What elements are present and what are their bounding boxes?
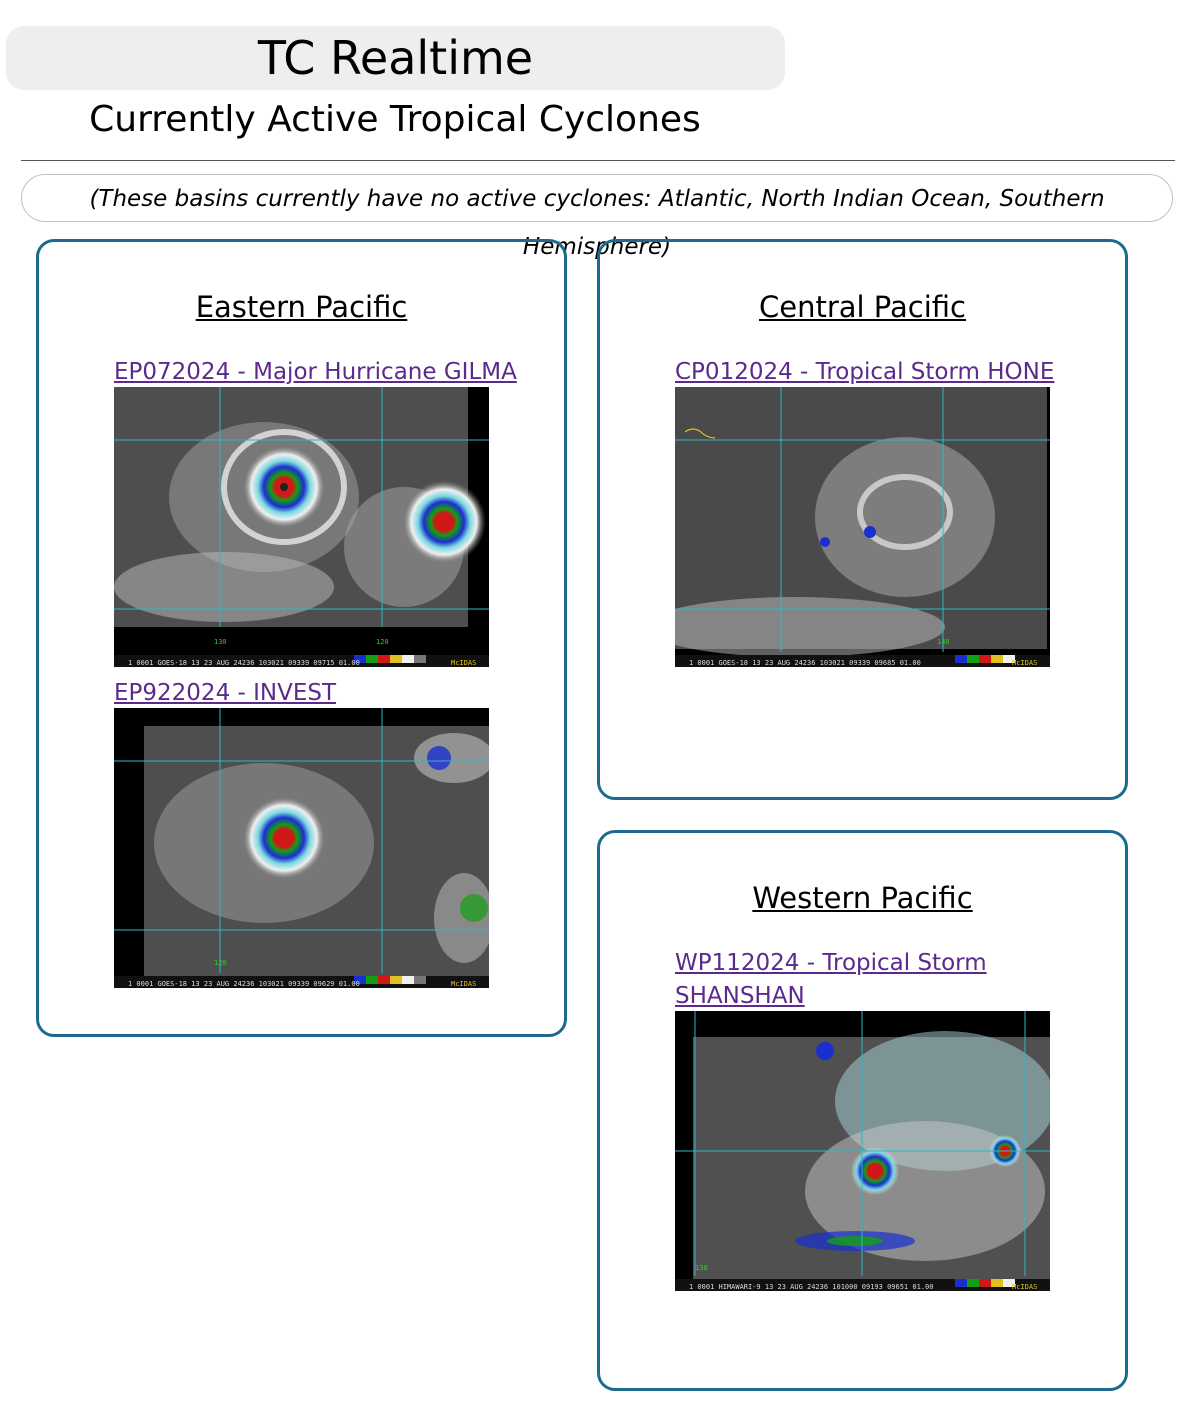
storm-link-wp112024[interactable] — [675, 947, 1005, 1013]
image-brand: McIDAS — [451, 980, 477, 988]
basin-title-eastern-pacific: Eastern Pacific — [195, 290, 408, 324]
lon-label: 120 — [376, 638, 389, 646]
satellite-image-ep072024[interactable] — [114, 387, 489, 667]
storm-link-ep072024[interactable]: EP072024 - Major Hurricane GILMA — [114, 359, 517, 385]
image-footer: 1 0001 GOES-18 13 23 AUG 24236 103021 09339 09685 01.00 — [689, 659, 921, 667]
basin-panel-western-pacific — [597, 830, 1128, 1391]
image-footer: 1 0001 HIMAWARI-9 13 23 AUG 24236 101000 09193 09651 01.00 — [689, 1283, 934, 1291]
satellite-image-ep922024[interactable] — [114, 708, 489, 988]
lon-label: 130 — [214, 638, 227, 646]
page-subtitle: Currently Active Tropical Cyclones — [89, 99, 701, 140]
page-title: TC Realtime — [257, 31, 534, 85]
storm-link-line: SHANSHAN — [675, 983, 805, 1009]
storm-link-line: WP112024 - Tropical Storm — [675, 950, 987, 976]
lon-label: 130 — [695, 1264, 708, 1272]
image-brand: McIDAS — [1012, 659, 1038, 667]
divider — [21, 160, 1175, 161]
image-brand: McIDAS — [1012, 1283, 1038, 1291]
basin-panel-central-pacific — [597, 239, 1128, 800]
basin-title-central-pacific: Central Pacific — [759, 290, 966, 324]
inactive-basins-notice: (These basins currently have no active cyclones: Atlantic, North Indian Ocean, Southern Hemisphere) — [21, 174, 1173, 222]
basin-panel-eastern-pacific — [36, 239, 567, 1037]
image-footer: 1 0001 GOES-18 13 23 AUG 24236 103021 09339 09629 01.00 — [128, 980, 360, 988]
storm-link-cp012024[interactable]: CP012024 - Tropical Storm HONE — [675, 359, 1055, 385]
basin-title-western-pacific: Western Pacific — [752, 881, 973, 915]
lon-label: 120 — [214, 959, 227, 967]
storm-link-ep922024[interactable]: EP922024 - INVEST — [114, 680, 337, 706]
satellite-image-cp012024[interactable] — [675, 387, 1050, 667]
lon-label: 140 — [937, 638, 950, 646]
satellite-image-wp112024[interactable] — [675, 1011, 1050, 1291]
image-footer: 1 0001 GOES-18 13 23 AUG 24236 103021 09339 09715 01.00 — [128, 659, 360, 667]
image-brand: McIDAS — [451, 659, 477, 667]
title-bar — [6, 26, 785, 90]
